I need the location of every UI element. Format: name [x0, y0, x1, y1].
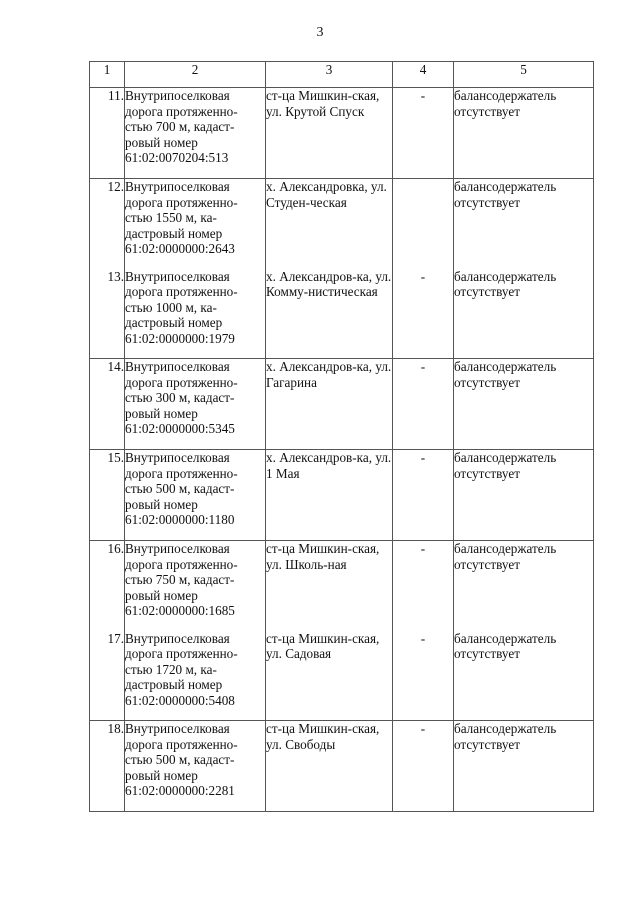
road-description: Внутрипоселковая дорога протяженно-стью 1000 м, ка-дастровый номер 61:02:0000000:1979 [125, 269, 266, 359]
row-number: 13. [90, 269, 125, 359]
row-number: 16. [90, 541, 125, 631]
column-header: 2 [125, 62, 266, 88]
table-row [90, 88, 594, 179]
column-4-value: - [393, 88, 454, 179]
column-4-value: - [393, 631, 454, 721]
page-number: 3 [316, 25, 324, 40]
road-registry-table [89, 61, 594, 812]
table-row [90, 359, 594, 450]
balance-holder: балансодержатель отсутствует [454, 359, 594, 450]
road-description: Внутрипоселковая дорога протяженно-стью 500 м, кадаст-ровый номер 61:02:0000000:1180 [125, 450, 266, 541]
balance-holder: балансодержатель отсутствует [454, 541, 594, 631]
road-description: Внутрипоселковая дорога протяженно-стью 700 м, кадаст-ровый номер 61:02:0070204:513 [125, 88, 266, 179]
column-4-value: - [393, 721, 454, 812]
row-number: 12. [90, 179, 125, 269]
balance-holder: балансодержатель отсутствует [454, 450, 594, 541]
table-row [90, 631, 594, 721]
road-address: х. Александров-ка, ул. Гагарина [266, 359, 393, 450]
road-address: ст-ца Мишкин-ская, ул. Свободы [266, 721, 393, 812]
column-4-value: - [393, 359, 454, 450]
column-4-value: - [393, 450, 454, 541]
column-header: 4 [393, 62, 454, 88]
balance-holder: балансодержатель отсутствует [454, 179, 594, 269]
road-address: ст-ца Мишкин-ская, ул. Школь-ная [266, 541, 393, 631]
road-address: ст-ца Мишкин-ская, ул. Крутой Спуск [266, 88, 393, 179]
table-row [90, 179, 594, 269]
column-header: 3 [266, 62, 393, 88]
table-row [90, 541, 594, 631]
column-4-value: - [393, 541, 454, 631]
balance-holder: балансодержатель отсутствует [454, 88, 594, 179]
row-number: 17. [90, 631, 125, 721]
row-number: 11. [90, 88, 125, 179]
road-address: х. Александров-ка, ул. Комму-нистическая [266, 269, 393, 359]
balance-holder: балансодержатель отсутствует [454, 269, 594, 359]
row-number: 18. [90, 721, 125, 812]
row-number: 15. [90, 450, 125, 541]
column-header: 1 [90, 62, 125, 88]
table-row [90, 269, 594, 359]
column-4-value: - [393, 269, 454, 359]
road-description: Внутрипоселковая дорога протяженно-стью 300 м, кадаст-ровый номер 61:02:0000000:5345 [125, 359, 266, 450]
table-row [90, 450, 594, 541]
balance-holder: балансодержатель отсутствует [454, 721, 594, 812]
table-row [90, 721, 594, 812]
road-address: х. Александров-ка, ул. 1 Мая [266, 450, 393, 541]
road-address: х. Александровка, ул. Студен-ческая [266, 179, 393, 269]
balance-holder: балансодержатель отсутствует [454, 631, 594, 721]
row-number: 14. [90, 359, 125, 450]
road-address: ст-ца Мишкин-ская, ул. Садовая [266, 631, 393, 721]
road-description: Внутрипоселковая дорога протяженно-стью 750 м, кадаст-ровый номер 61:02:0000000:1685 [125, 541, 266, 631]
column-4-value [393, 179, 454, 269]
road-description: Внутрипоселковая дорога протяженно-стью 1550 м, ка-дастровый номер 61:02:0000000:2643 [125, 179, 266, 269]
road-description: Внутрипоселковая дорога протяженно-стью 500 м, кадаст-ровый номер 61:02:0000000:2281 [125, 721, 266, 812]
table-header-row [90, 62, 594, 88]
column-header: 5 [454, 62, 594, 88]
road-description: Внутрипоселковая дорога протяженно-стью 1720 м, ка-дастровый номер 61:02:0000000:5408 [125, 631, 266, 721]
